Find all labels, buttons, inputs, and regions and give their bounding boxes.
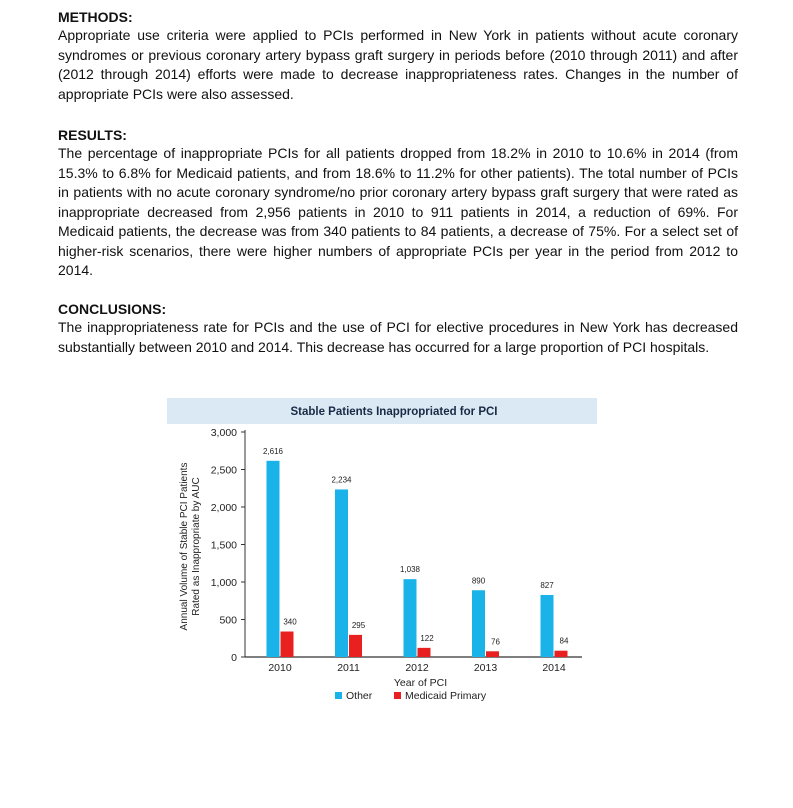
- y-tick-label: 0: [231, 652, 237, 664]
- y-tick-label: 500: [219, 614, 237, 627]
- legend-label-medicaid: Medicaid Primary: [405, 690, 487, 702]
- conclusions-text: The inappropriateness rate for PCIs and the use of PCI for elective procedures in New York has decreased substantially between 2010 and 2014. This decrease has occurred for a large proportion of PCI hospitals.: [58, 319, 738, 355]
- y-tick-label: 1,000: [210, 577, 237, 589]
- data-label-medicaid-2013: 76: [491, 637, 500, 647]
- y-axis-label-line-2: Rated as Inappropriate by AUC: [191, 477, 202, 616]
- bar-other-2014: [541, 595, 554, 657]
- y-tick-label: 3,000: [210, 427, 237, 439]
- x-tick-label-2010: 2010: [268, 662, 292, 674]
- conclusions-heading: CONCLUSIONS:: [58, 301, 167, 317]
- y-tick-label: 2,500: [210, 464, 237, 477]
- bar-medicaid-2013: [486, 651, 499, 657]
- bar-other-2010: [267, 461, 280, 657]
- bar-other-2012: [404, 579, 417, 657]
- methods-heading: METHODS:: [58, 9, 133, 25]
- data-label-other-2012: 1,038: [399, 565, 421, 575]
- results-section: [58, 126, 738, 281]
- legend-label-other: Other: [346, 690, 373, 702]
- x-tick-label-2011: 2011: [337, 662, 360, 674]
- x-tick-label-2014: 2014: [542, 662, 566, 674]
- data-label-other-2010: 2,616: [262, 446, 284, 456]
- methods-text: Appropriate use criteria were applied to PCIs performed in New York in patients without acute coronary syndromes or previous coronary artery bypass graft surgery in periods before (2010 through 2011) and after (2012 through 2014) efforts were made to decrease inappropriateness rates. Changes in the number of appropriate PCIs were also assessed.: [58, 27, 738, 102]
- y-tick-label: 1,500: [210, 539, 237, 552]
- chart-title: Stable Patients Inappropriated for PCI: [290, 406, 498, 418]
- x-tick-label-2012: 2012: [405, 662, 429, 674]
- results-heading: RESULTS:: [58, 127, 127, 143]
- bar-medicaid-2014: [555, 651, 568, 657]
- bar-chart: [167, 398, 597, 706]
- data-label-medicaid-2010: 340: [283, 617, 297, 627]
- y-axis-label-line-1: Annual Volume of Stable PCI Patients: [179, 462, 190, 631]
- x-axis-label: Year of PCI: [393, 677, 448, 689]
- bar-other-2013: [472, 590, 485, 657]
- results-text: The percentage of inappropriate PCIs for all patients dropped from 18.2% in 2010 to 10.6% in 2014 (from 15.3% to 6.8% for Medicaid patients, and from 18.6% to 11.2% for other patients). The total number of PCIs in patients with no acute coronary syndrome/no prior coronary artery bypass graft surgery that were rated as inappropriate decreased from 2,956 patients in 2010 to 911 patients in 2014, a reduction of 69%. For Medicaid patients, the decrease was from 340 patients to 84 patients, a decrease of 75%. For a select set of higher-risk scenarios, there were higher numbers of appropriate PCIs per year in the period from 2012 to 2014.: [58, 145, 738, 278]
- data-label-medicaid-2014: 84: [559, 636, 569, 646]
- y-tick-label: 2,000: [210, 502, 237, 514]
- bar-medicaid-2010: [281, 632, 294, 658]
- data-label-other-2013: 890: [471, 576, 486, 586]
- conclusions-section: [58, 300, 738, 357]
- legend-swatch-other: [335, 692, 342, 699]
- bar-chart-figure: [167, 398, 597, 706]
- bar-medicaid-2012: [418, 648, 431, 657]
- x-tick-label-2013: 2013: [473, 662, 498, 674]
- data-label-other-2011: 2,234: [331, 475, 352, 485]
- bar-other-2011: [335, 489, 348, 657]
- data-label-medicaid-2012: 122: [420, 633, 434, 643]
- bar-medicaid-2011: [349, 635, 362, 657]
- methods-section: [58, 8, 738, 104]
- legend-swatch-medicaid: [394, 692, 401, 699]
- data-label-other-2014: 827: [540, 580, 554, 590]
- data-label-medicaid-2011: 295: [351, 620, 366, 630]
